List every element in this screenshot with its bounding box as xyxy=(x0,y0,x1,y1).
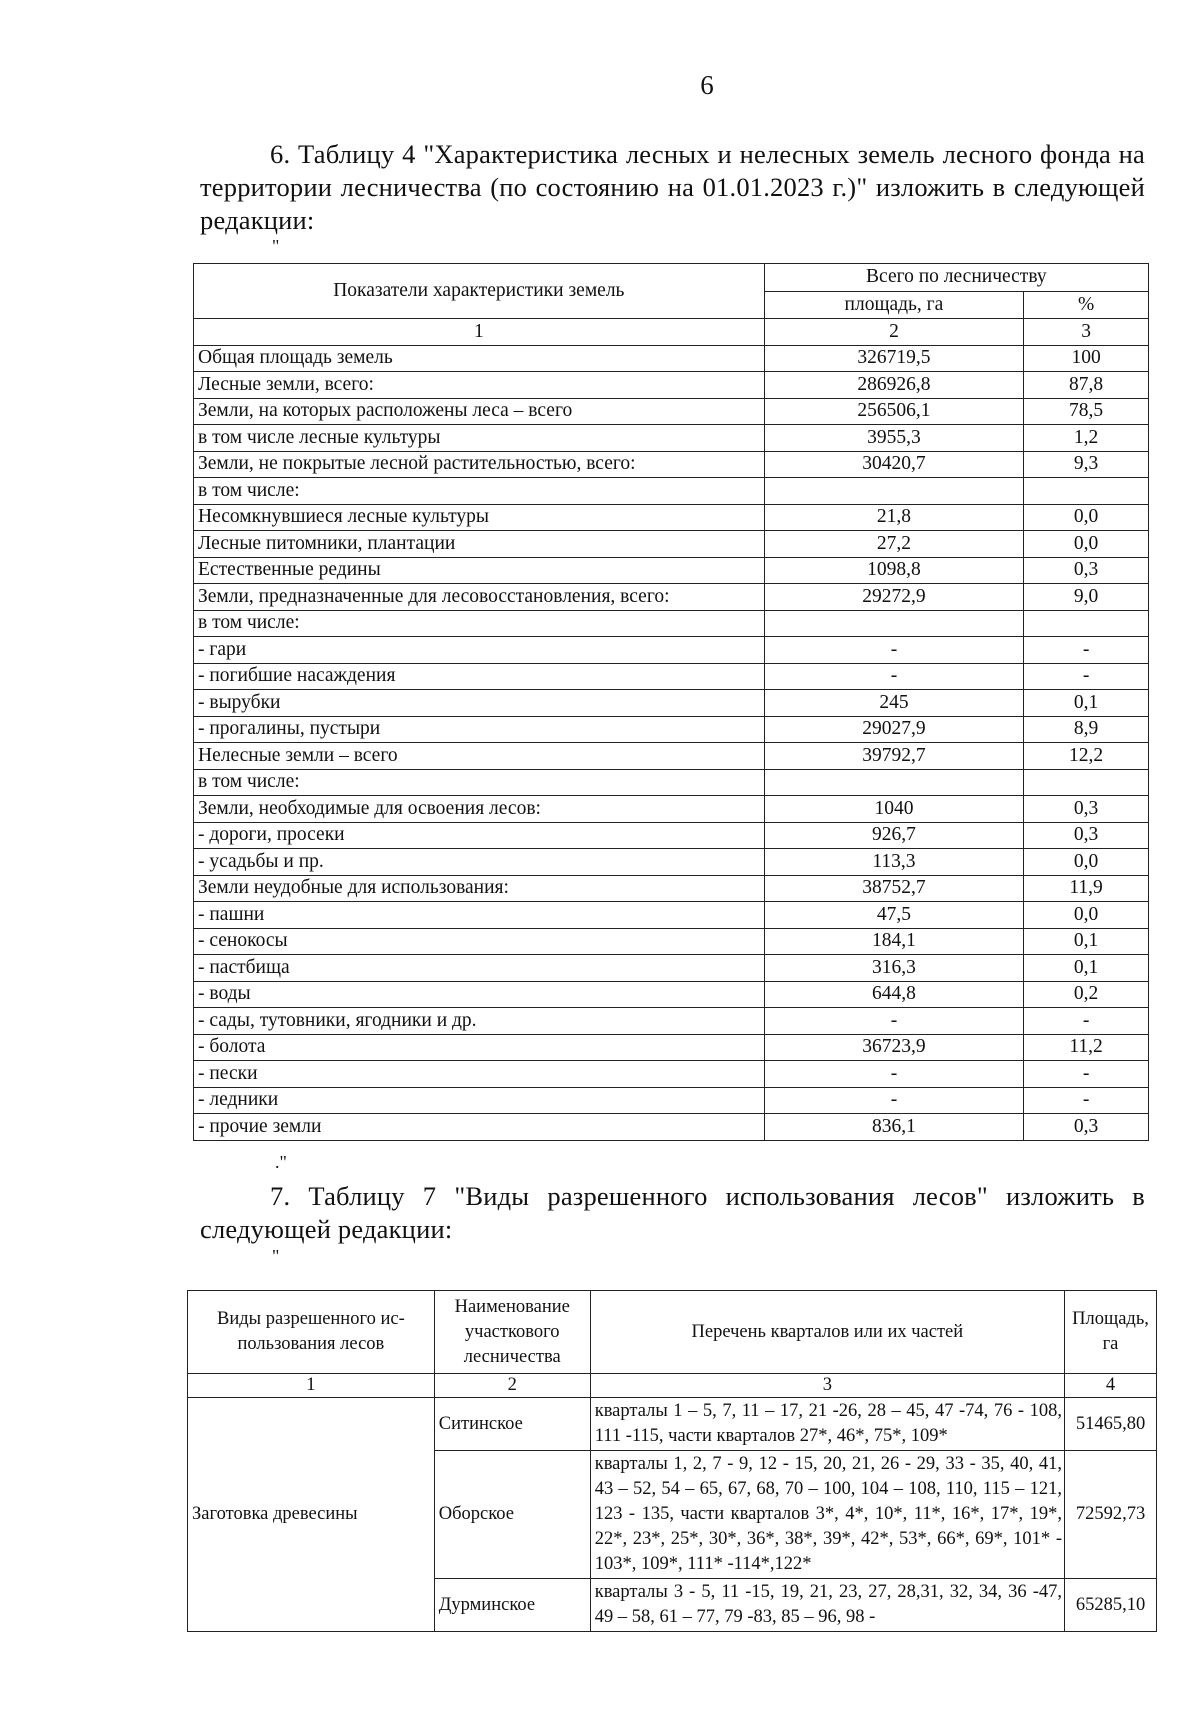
row-label: - пастбища xyxy=(194,955,765,982)
row-label: Земли неудобные для использования: xyxy=(194,875,765,902)
row-area: 316,3 xyxy=(764,955,1024,982)
header-area: Площадь, га xyxy=(1065,1291,1157,1374)
table-row xyxy=(194,504,1149,531)
header-quarters-list: Перечень кварталов или их частей xyxy=(590,1291,1064,1374)
table-row xyxy=(194,1114,1149,1141)
row-area: 1098,8 xyxy=(764,557,1024,584)
row-percent: 8,9 xyxy=(1024,716,1149,743)
table-header-row xyxy=(188,1291,1157,1374)
row-percent: - xyxy=(1024,1008,1149,1035)
row-label: в том числе: xyxy=(194,769,765,796)
table-row xyxy=(194,716,1149,743)
table-row xyxy=(194,398,1149,425)
row-percent: - xyxy=(1024,637,1149,664)
column-number-row xyxy=(188,1374,1157,1398)
row-label: Несомкнувшиеся лесные культуры xyxy=(194,504,765,531)
header-forestry-name: Наименование участкового лесничества xyxy=(434,1291,590,1374)
row-percent: - xyxy=(1024,663,1149,690)
area-value: 72592,73 xyxy=(1065,1451,1157,1579)
forestry-name: Дурминское xyxy=(434,1579,590,1632)
row-area: 27,2 xyxy=(764,531,1024,558)
table-header-row xyxy=(194,264,1149,292)
row-label: Лесные питомники, плантации xyxy=(194,531,765,558)
table-row xyxy=(194,928,1149,955)
row-percent: 12,2 xyxy=(1024,743,1149,770)
col-number-2: 2 xyxy=(764,319,1024,346)
row-label: - сады, тутовники, ягодники и др. xyxy=(194,1008,765,1035)
row-label: Общая площадь земель xyxy=(194,345,765,372)
row-area: 3955,3 xyxy=(764,425,1024,452)
row-area: - xyxy=(764,1061,1024,1088)
col-number-1: 1 xyxy=(188,1374,435,1398)
row-area: 30420,7 xyxy=(764,451,1024,478)
quarters-list: кварталы 1, 2, 7 - 9, 12 - 15, 20, 21, 26 - 29, 33 - 35, 40, 41, 43 – 52, 54 – 65, 67, 68, 70 – 100, 104 – 108, 110, 115 – 121, 123 - 135, части кварталов 3*, 4*, 10*, 11*, 16*, 17*, 19*, 22*, 23*, 25*, 30*, 36*, 38*, 39*, 42*, 53*, 66*, 69*, 101* - 103*, 109*, 111* -114*,122* xyxy=(590,1451,1064,1579)
row-percent: 0,3 xyxy=(1024,822,1149,849)
row-label: в том числе: xyxy=(194,610,765,637)
row-area xyxy=(764,769,1024,796)
table-row xyxy=(194,557,1149,584)
row-label: - дороги, просеки xyxy=(194,822,765,849)
table-row xyxy=(194,981,1149,1008)
row-percent: 0,0 xyxy=(1024,849,1149,876)
table-row xyxy=(194,1061,1149,1088)
closing-quote: ." xyxy=(275,1152,287,1172)
header-percent: % xyxy=(1024,291,1149,319)
row-percent: 0,3 xyxy=(1024,1114,1149,1141)
table-row xyxy=(194,796,1149,823)
row-label: Земли, необходимые для освоения лесов: xyxy=(194,796,765,823)
row-percent: 11,9 xyxy=(1024,875,1149,902)
row-area: 29027,9 xyxy=(764,716,1024,743)
col-number-4: 4 xyxy=(1065,1374,1157,1398)
col-number-3: 3 xyxy=(1024,319,1149,346)
row-label: Земли, предназначенные для лесовосстановления, всего: xyxy=(194,584,765,611)
table-row xyxy=(188,1398,1157,1451)
table-row xyxy=(194,1008,1149,1035)
row-area: - xyxy=(764,1087,1024,1114)
row-area: 836,1 xyxy=(764,1114,1024,1141)
row-label: в том числе: xyxy=(194,478,765,505)
row-label: - гари xyxy=(194,637,765,664)
forestry-name: Оборское xyxy=(434,1451,590,1579)
section-6-paragraph xyxy=(200,138,1145,237)
row-label: - вырубки xyxy=(194,690,765,717)
row-area: 36723,9 xyxy=(764,1034,1024,1061)
row-percent: 0,0 xyxy=(1024,902,1149,929)
header-area: площадь, га xyxy=(764,291,1024,319)
table-4-land-characteristics xyxy=(193,263,1149,1141)
row-area: 245 xyxy=(764,690,1024,717)
row-percent: 9,0 xyxy=(1024,584,1149,611)
row-percent: 0,1 xyxy=(1024,690,1149,717)
page-number: 6 xyxy=(700,70,714,100)
row-label: в том числе лесные культуры xyxy=(194,425,765,452)
row-area xyxy=(764,478,1024,505)
quarters-list: кварталы 3 - 5, 11 -15, 19, 21, 23, 27, 28,31, 32, 34, 36 -47, 49 – 58, 61 – 77, 79 -83, 85 – 96, 98 - xyxy=(590,1579,1064,1632)
table-row xyxy=(194,451,1149,478)
row-label: Земли, не покрытые лесной растительностью, всего: xyxy=(194,451,765,478)
table-7-permitted-forest-uses xyxy=(187,1290,1157,1632)
row-label: - ледники xyxy=(194,1087,765,1114)
row-percent: 0,0 xyxy=(1024,531,1149,558)
table-row xyxy=(194,690,1149,717)
row-percent: 78,5 xyxy=(1024,398,1149,425)
row-area: 113,3 xyxy=(764,849,1024,876)
col-number-1: 1 xyxy=(194,319,765,346)
row-label: - сенокосы xyxy=(194,928,765,955)
row-area xyxy=(764,610,1024,637)
row-label: Естественные редины xyxy=(194,557,765,584)
table-row xyxy=(194,345,1149,372)
section-6-text: 6. Таблицу 4 "Характеристика лесных и нелесных земель лесного фонда на территории лесничества (по состоянию на 01.01.2023 г.)" изложить в следующей редакции: xyxy=(200,139,1145,235)
row-label: Лесные земли, всего: xyxy=(194,372,765,399)
table-row xyxy=(194,875,1149,902)
row-area: 256506,1 xyxy=(764,398,1024,425)
row-area: 47,5 xyxy=(764,902,1024,929)
table-row xyxy=(194,531,1149,558)
table-row xyxy=(194,769,1149,796)
row-label: - погибшие насаждения xyxy=(194,663,765,690)
row-label: - прочие земли xyxy=(194,1114,765,1141)
table-row xyxy=(194,849,1149,876)
table-row xyxy=(194,743,1149,770)
row-percent xyxy=(1024,478,1149,505)
table-row xyxy=(194,425,1149,452)
row-area: 39792,7 xyxy=(764,743,1024,770)
table-row xyxy=(194,610,1149,637)
row-percent: 0,1 xyxy=(1024,955,1149,982)
table-row xyxy=(194,1087,1149,1114)
column-number-row xyxy=(194,319,1149,346)
row-label: - воды xyxy=(194,981,765,1008)
row-percent xyxy=(1024,610,1149,637)
forestry-name: Ситинское xyxy=(434,1398,590,1451)
row-percent: 9,3 xyxy=(1024,451,1149,478)
opening-quote-2: " xyxy=(272,1246,280,1266)
table-row xyxy=(194,637,1149,664)
quarters-list: кварталы 1 – 5, 7, 11 – 17, 21 -26, 28 – 45, 47 -74, 76 - 108, 111 -115, части кварталов 27*, 46*, 75*, 109* xyxy=(590,1398,1064,1451)
row-percent: - xyxy=(1024,1087,1149,1114)
section-7-paragraph xyxy=(200,1180,1145,1246)
row-percent: 0,3 xyxy=(1024,796,1149,823)
row-percent: 0,3 xyxy=(1024,557,1149,584)
table-row xyxy=(194,372,1149,399)
row-percent: 0,0 xyxy=(1024,504,1149,531)
row-label: - усадьбы и пр. xyxy=(194,849,765,876)
col-number-3: 3 xyxy=(590,1374,1064,1398)
row-percent: 11,2 xyxy=(1024,1034,1149,1061)
table-row xyxy=(194,584,1149,611)
row-percent: - xyxy=(1024,1061,1149,1088)
row-label: Нелесные земли – всего xyxy=(194,743,765,770)
row-area: - xyxy=(764,1008,1024,1035)
row-area: 644,8 xyxy=(764,981,1024,1008)
row-label: - прогалины, пустыри xyxy=(194,716,765,743)
opening-quote: " xyxy=(272,236,280,256)
row-area: - xyxy=(764,637,1024,664)
area-value: 51465,80 xyxy=(1065,1398,1157,1451)
row-percent: 87,8 xyxy=(1024,372,1149,399)
row-percent: 0,2 xyxy=(1024,981,1149,1008)
row-percent: 1,2 xyxy=(1024,425,1149,452)
table-row xyxy=(194,955,1149,982)
row-area: 1040 xyxy=(764,796,1024,823)
table-row xyxy=(194,902,1149,929)
row-area: 326719,5 xyxy=(764,345,1024,372)
section-7-text: 7. Таблицу 7 "Виды разрешенного использования лесов" изложить в следующей редакции: xyxy=(200,1181,1145,1244)
table-row xyxy=(194,663,1149,690)
row-area: 21,8 xyxy=(764,504,1024,531)
col-number-2: 2 xyxy=(434,1374,590,1398)
row-area: 286926,8 xyxy=(764,372,1024,399)
table-row xyxy=(194,478,1149,505)
row-percent: 0,1 xyxy=(1024,928,1149,955)
row-area: - xyxy=(764,663,1024,690)
row-area: 38752,7 xyxy=(764,875,1024,902)
row-label: - пески xyxy=(194,1061,765,1088)
table-row xyxy=(194,1034,1149,1061)
use-type-cell: Заготовка древесины xyxy=(188,1398,435,1632)
row-label: Земли, на которых расположены леса – всего xyxy=(194,398,765,425)
row-area: 926,7 xyxy=(764,822,1024,849)
header-indicator: Показатели характеристики земель xyxy=(194,264,765,319)
area-value: 65285,10 xyxy=(1065,1579,1157,1632)
header-total: Всего по лесничеству xyxy=(764,264,1148,292)
table-row xyxy=(194,822,1149,849)
row-percent: 100 xyxy=(1024,345,1149,372)
row-label: - пашни xyxy=(194,902,765,929)
header-use-type: Виды разрешенного ис-пользования лесов xyxy=(188,1291,435,1374)
row-percent xyxy=(1024,769,1149,796)
row-area: 184,1 xyxy=(764,928,1024,955)
row-label: - болота xyxy=(194,1034,765,1061)
row-area: 29272,9 xyxy=(764,584,1024,611)
